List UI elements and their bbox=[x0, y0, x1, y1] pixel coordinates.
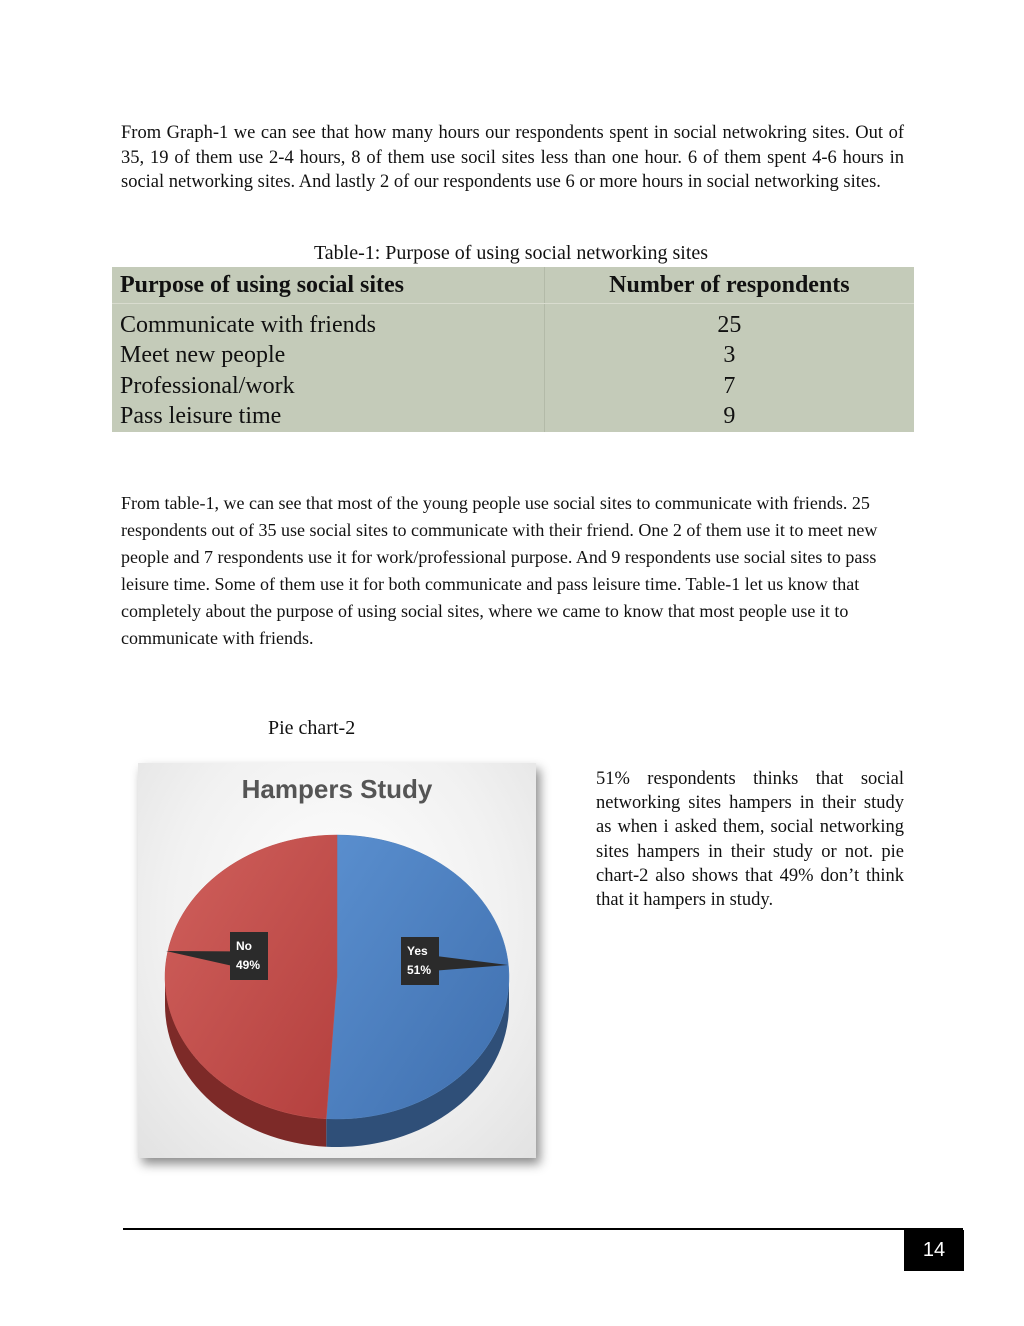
pie-chart-caption: Pie chart-2 bbox=[268, 717, 356, 739]
footer-rule bbox=[123, 1228, 963, 1230]
table-caption-text: Table-1: Purpose of using social networking sites bbox=[313, 242, 709, 264]
pie-chart-svg bbox=[138, 763, 536, 1158]
cell-count: 7 bbox=[723, 372, 736, 399]
table-row bbox=[112, 371, 914, 402]
cell-count: 3 bbox=[723, 342, 736, 369]
cell-purpose: Pass leisure time bbox=[112, 402, 544, 433]
cell-purpose: Professional/work bbox=[112, 371, 544, 402]
pie-group bbox=[165, 835, 509, 1147]
pie-chart-image bbox=[138, 763, 536, 1158]
table-analysis-paragraph: From table-1, we can see that most of the young people use social sites to communicate with friends. 25 respondents out of 35 use social sites to communicate with their friend. One 2 of them use it to meet new people and 7 respondents use it for work/professional purpose. And 9 respondents use social sites to pass leisure time. Some of them use it for both communicate and pass leisure time. Table-1 let us know that completely about the purpose of using social sites, where we came to know that most people use it to communicate with friends. bbox=[121, 493, 878, 648]
purpose-table bbox=[112, 267, 914, 432]
chart-title: Hampers Study bbox=[241, 774, 433, 804]
cell-purpose: Meet new people bbox=[112, 341, 544, 372]
cell-purpose: Communicate with friends bbox=[112, 304, 544, 341]
chart-description: 51% respondents thinks that social networking sites hampers in their study as when i asked them, social networking sites hampers in their study or not. pie chart-2 also shows that 49% don’t think that it hampers in study. bbox=[596, 769, 904, 911]
cell-count: 25 bbox=[717, 311, 742, 338]
intro-paragraph: From Graph-1 we can see that how many hours our respondents spent in social netwokring sites. Out of 35, 19 of them use 2-4 hours, 8 of them use socil sites less than one hour. 6 of them spent 4-6 hours in social networking sites. And lastly 2 of our respondents use 6 or more hours in social networking sites. bbox=[121, 123, 904, 192]
table-row bbox=[112, 304, 914, 341]
data-label-name-yes: Yes bbox=[407, 944, 428, 958]
table-caption bbox=[0, 242, 1024, 265]
table-row bbox=[112, 402, 914, 433]
page-number: 14 bbox=[904, 1230, 964, 1271]
data-label-value-no: 49% bbox=[236, 958, 261, 972]
data-label-name-no: No bbox=[236, 939, 252, 953]
table-row bbox=[112, 341, 914, 372]
cell-count: 9 bbox=[723, 403, 736, 430]
data-label-value-yes: 51% bbox=[407, 963, 432, 977]
header-respondents: Number of respondents bbox=[544, 267, 914, 304]
header-purpose: Purpose of using social sites bbox=[112, 267, 544, 304]
table-header-row bbox=[112, 267, 914, 304]
